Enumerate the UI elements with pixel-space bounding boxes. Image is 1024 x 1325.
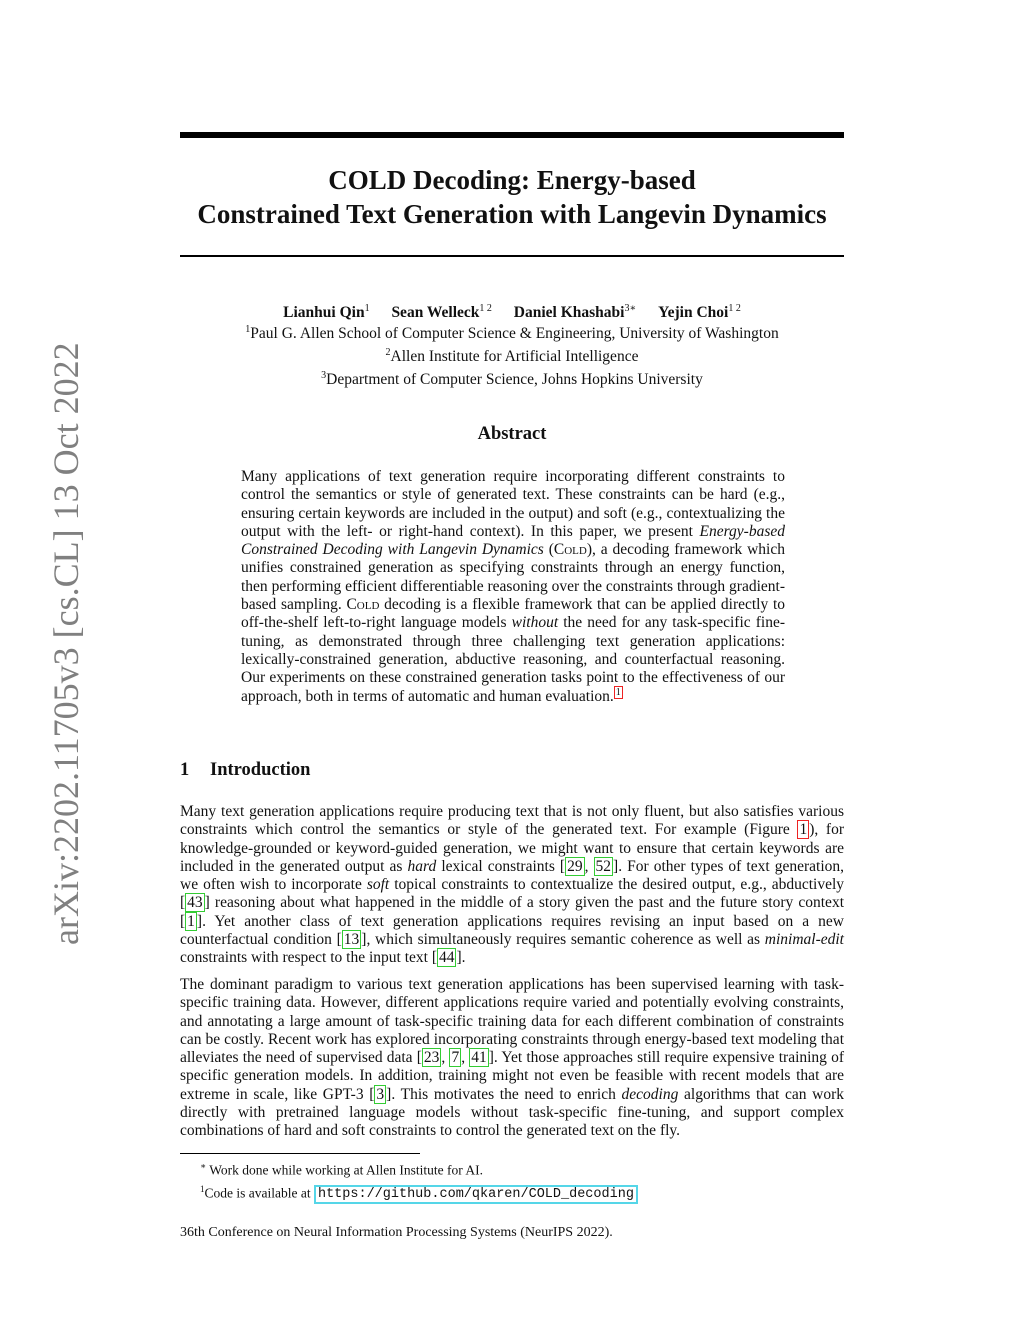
- title-bottom-rule: [180, 255, 844, 257]
- intro-paragraph-2: The dominant paradigm to various text generation applications has been supervised learning with task-specific training data. However, different applications require varied and potentially evolving constraints, and annotating a large amount of task-specific training data for each different combination of constraints can be costly. Recent work has explored incorporating constraints through energy-based text modeling that alleviates the need of supervised data [ 23 , 7 , 41 ]. Yet those approaches still require expensive training of specific generation models. In addition, training might not even be feasible with recent models that are extreme in scale, like GPT-3 [ 3 ]. This motivates the need to enrich decoding algorithms that can work directly with pretrained language models without task-specific fine-tuning, and support complex combinations of hard and soft constraints to control the generated text on the fly.: [180, 976, 845, 1140]
- footnote-1: $^1$Code is available at https://github.com/qkaren/COLD_decoding: [200, 1180, 638, 1205]
- citation-link[interactable]: 3: [376, 1085, 385, 1103]
- conference-note: 36th Conference on Neural Information Processing Systems (NeurIPS 2022).: [180, 1225, 613, 1240]
- author: Daniel Khashabi$^{3∗}$: [513, 303, 637, 322]
- author: Yejin Choi$^{1 2}$: [658, 303, 741, 322]
- affiliations: [180, 320, 844, 389]
- title-line-1: COLD Decoding: Energy-based: [328, 165, 696, 195]
- citation-link[interactable]: 41: [471, 1049, 487, 1067]
- citation-link[interactable]: 13: [343, 931, 360, 949]
- footnote-rule: [180, 1153, 420, 1154]
- section-heading-introduction: 1 Introduction: [180, 760, 311, 780]
- footnote-link[interactable]: 1: [615, 686, 621, 698]
- citation-link[interactable]: 44: [438, 949, 455, 967]
- abstract-heading: Abstract: [477, 424, 547, 444]
- citation-link[interactable]: 1: [187, 912, 195, 930]
- affiliation: $^3$Department of Computer Science, Johns Hopkins University: [321, 370, 703, 389]
- title-line-2: Constrained Text Generation with Langevin Dynamics: [197, 199, 827, 229]
- citation-link[interactable]: 52: [595, 857, 612, 875]
- author: Sean Welleck$^{1 2}$: [391, 303, 492, 322]
- citation-link[interactable]: 43: [187, 894, 203, 912]
- paper-title: [180, 163, 844, 231]
- citation-link[interactable]: 7: [451, 1049, 460, 1067]
- affiliation: $^2$Allen Institute for Artificial Intelligence: [385, 347, 639, 366]
- intro-paragraph-1: Many text generation applications require producing text that is not only fluent, but also satisfies various constraints which control the semantics or style of the generated text. For example (Figure 1 ), for knowledge-grounded or keyword-guided generation, we might want to ensure that certain keywords are included in the generated output as hard lexical constraints [ 29 , 52 ]. For other types of text generation, we often wish to incorporate soft topical constraints to contextualize the desired output, e.g., abductively [ 43 ] reasoning about what happened in the middle of a story given the past and the future story context [ 1 ]. Yet another class of text generation applications requires revising an input based on a new counterfactual condition [ 13 ], which simultaneously requires semantic coherence as well as minimal-edit constraints with respect to the input text [ 44 ].: [180, 803, 845, 967]
- code-url-link[interactable]: https://github.com/qkaren/COLD_decoding: [314, 1185, 638, 1204]
- title-top-rule: [180, 132, 844, 138]
- affiliation: $^1$Paul G. Allen School of Computer Science & Engineering, University of Washington: [245, 324, 779, 343]
- footnote-star: ∗ Work done while working at Allen Institute for AI.: [200, 1161, 484, 1178]
- author: Lianhui Qin$^1$: [283, 303, 370, 322]
- citation-link[interactable]: 29: [567, 857, 583, 875]
- citation-link[interactable]: 23: [423, 1049, 440, 1067]
- abstract-body: Many applications of text generation require incorporating different constraints to control the semantics or style of generated text. These constraints can be hard (e.g., ensuring certain keywords are included in the output) and soft (e.g., contextualizing the output with the left- or right-hand context). In this paper, we present Energy-based Constrained Decoding with Langevin Dynamics (Cold), a decoding framework which unifies constrained generation as specifying constraints through an energy function, then performing efficient differentiable reasoning over the constraints through gradient-based sampling. Cold decoding is a flexible framework that can be applied directly to off-the-shelf left-to-right language models without the need for any task-specific fine-tuning, as demonstrated through three challenging text generation applications: lexically-constrained generation, abductive reasoning, and counterfactual reasoning. Our experiments on these constrained generation tasks point to the effectiveness of our approach, both in terms of automatic and human evaluation. $^1$: [241, 468, 785, 705]
- footnotes: [200, 1157, 638, 1204]
- arxiv-stamp: arXiv:2202.11705v3 [cs.CL] 13 Oct 2022: [46, 342, 86, 945]
- figure-link[interactable]: 1: [799, 821, 808, 839]
